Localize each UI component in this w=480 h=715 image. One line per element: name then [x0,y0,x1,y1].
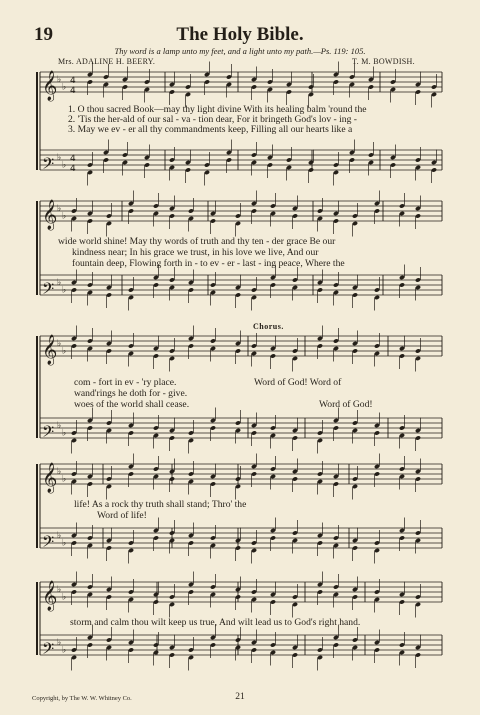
svg-text:𝄞: 𝄞 [42,71,58,101]
svg-text:𝄢: 𝄢 [42,423,55,445]
svg-text:♭: ♭ [62,645,67,656]
copyright-notice: Copyright, by The W. W. Whitney Co. [32,695,132,702]
svg-text:♭: ♭ [57,531,62,541]
svg-text:♭: ♭ [57,421,62,431]
verse-2-line-3: wand'rings he doth for - give. [74,388,188,399]
svg-text:𝄢: 𝄢 [42,280,55,302]
chorus-line-2-lower: Word of life! [97,510,147,521]
verse-2-line-1: 2. 'Tis the her-ald of our sal - va - tion dear, For it bringeth God's lov - ing - [68,114,357,125]
verse-1-line-1: 1. O thou sacred Book—may thy light divine With its healing balm 'round the [68,104,367,115]
chorus-line-2-upper: life! As a rock thy truth shall stand; Thro' the [74,499,247,510]
svg-text:𝄞: 𝄞 [42,581,58,611]
svg-text:4: 4 [70,76,76,86]
verse-3-line-3: woes of the world shall cease. [74,399,190,410]
svg-text:♭: ♭ [57,204,62,214]
svg-text:♭: ♭ [62,428,67,439]
svg-text:4: 4 [70,86,76,96]
verse-2-line-2: kindness near; In his grace we trust, in his love we live, And our [72,247,319,258]
verse-3-line-2: fountain deep, Flowing forth in - to ev - er - last - ing peace, Where the [72,258,345,269]
hymn-title: The Holy Bible. [176,24,304,45]
svg-text:♭: ♭ [62,160,67,171]
svg-text:𝄢: 𝄢 [42,533,55,555]
verse-1-line-3: com - fort in ev - 'ry place. [74,377,177,388]
scripture-epigraph: Thy word is a lamp unto my feet, and a light unto my path.—Ps. 119: 105. [114,46,366,56]
lyricist-credit: Mrs. ADALINE H. BEERY. [58,57,156,66]
svg-text:𝄞: 𝄞 [42,463,58,493]
svg-text:♭: ♭ [62,474,67,485]
svg-text:♭: ♭ [62,82,67,93]
verse-3-line-1: 3. May we ev - er all thy commandments keep, Filling all our hearts like a [68,124,353,135]
svg-text:♭: ♭ [57,339,62,349]
svg-text:♭: ♭ [62,285,67,296]
chorus-label: Chorus. [253,322,284,331]
page-number: 21 [235,692,245,702]
chorus-line-3: storm and calm thou wilt keep us true, And wilt lead us to God's right hand. [70,617,361,628]
svg-text:♭: ♭ [62,211,67,222]
svg-text:♭: ♭ [57,467,62,477]
svg-text:♭: ♭ [57,153,62,163]
svg-text:♭: ♭ [62,538,67,549]
verse-1-line-2: wide world shine! May thy words of truth and thy ten - der grace Be our [58,236,336,247]
svg-text:♭: ♭ [62,592,67,603]
svg-text:4: 4 [70,164,76,174]
hymn-number: 19 [34,24,53,45]
composer-credit: T. M. BOWDISH. [352,57,415,66]
svg-text:♭: ♭ [57,585,62,595]
chorus-line-1-lower: Word of God! [319,399,373,410]
svg-text:♭: ♭ [57,75,62,85]
svg-text:♭: ♭ [62,346,67,357]
svg-text:4: 4 [70,154,76,164]
svg-text:𝄞: 𝄞 [42,200,58,230]
svg-text:𝄢: 𝄢 [42,155,55,177]
svg-text:♭: ♭ [57,278,62,288]
svg-text:♭: ♭ [57,638,62,648]
chorus-line-1-upper: Word of God! Word of [254,377,342,388]
svg-text:𝄢: 𝄢 [42,640,55,662]
svg-text:𝄞: 𝄞 [42,335,58,365]
